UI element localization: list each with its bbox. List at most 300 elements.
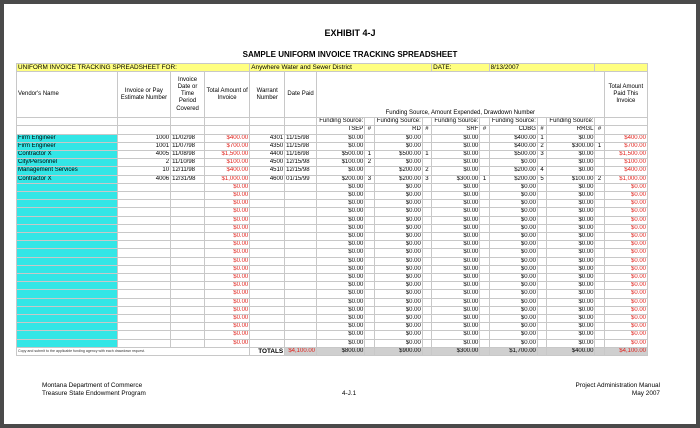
drawdown-number-cell xyxy=(480,315,489,323)
funding-amount-cell: $0.00 xyxy=(374,257,422,265)
vendor-cell: Contractor X xyxy=(17,151,118,159)
drawdown-number-cell xyxy=(422,249,431,257)
funding-amount-cell: $0.00 xyxy=(374,142,422,150)
totals-funding-cdbg: $1,700.00 xyxy=(489,347,537,355)
invoice-number-cell xyxy=(117,183,170,191)
funding-amount-cell: $100.00 xyxy=(317,159,365,167)
drawdown-number-cell: 1 xyxy=(595,142,604,150)
drawdown-number-cell xyxy=(595,192,604,200)
funding-amount-cell: $300.00 xyxy=(432,175,480,183)
blank-hash-cell xyxy=(537,118,546,126)
funding-amount-cell: $0.00 xyxy=(489,233,537,241)
invoice-amount-cell: $0.00 xyxy=(205,306,250,314)
date-covered-cell: 11/10/98 xyxy=(171,159,205,167)
date-covered-cell xyxy=(171,298,205,306)
totals-hash-cell xyxy=(537,347,546,355)
funding-source-label: Funding Source: xyxy=(317,118,365,126)
date-paid-cell xyxy=(285,306,317,314)
total-paid-cell: $1,500.00 xyxy=(604,151,647,159)
table-row xyxy=(17,216,648,224)
funding-amount-cell: $0.00 xyxy=(432,290,480,298)
total-paid-cell: $0.00 xyxy=(604,257,647,265)
warrant-number-cell xyxy=(250,315,285,323)
drawdown-number-cell xyxy=(422,331,431,339)
drawdown-number-cell xyxy=(365,249,374,257)
funding-amount-cell: $0.00 xyxy=(489,315,537,323)
table-row xyxy=(17,339,648,347)
warrant-number-cell xyxy=(250,290,285,298)
total-paid-cell: $0.00 xyxy=(604,339,647,347)
footer-department: Montana Department of Commerce xyxy=(42,382,143,389)
invoice-amount-cell: $0.00 xyxy=(205,323,250,331)
warrant-number-cell xyxy=(250,274,285,282)
drawdown-number-cell xyxy=(365,224,374,232)
drawdown-number-cell xyxy=(365,183,374,191)
blank-header-cell xyxy=(205,126,250,134)
invoice-number-cell xyxy=(117,224,170,232)
invoice-number-cell xyxy=(117,241,170,249)
drawdown-number-cell xyxy=(480,290,489,298)
total-paid-cell: $1,000.00 xyxy=(604,175,647,183)
date-paid-cell: 01/15/99 xyxy=(285,175,317,183)
funding-amount-cell: $0.00 xyxy=(489,241,537,249)
funding-amount-cell: $200.00 xyxy=(374,175,422,183)
date-paid-cell xyxy=(285,192,317,200)
drawdown-number-cell xyxy=(595,224,604,232)
date-covered-cell: 11/07/98 xyxy=(171,142,205,150)
footer-date: May 2007 xyxy=(631,390,660,397)
funding-amount-cell: $0.00 xyxy=(489,257,537,265)
drawdown-number-cell xyxy=(480,200,489,208)
funding-amount-cell: $0.00 xyxy=(489,224,537,232)
funding-amount-cell: $0.00 xyxy=(432,159,480,167)
vendor-cell xyxy=(17,274,118,282)
funding-amount-cell: $0.00 xyxy=(317,290,365,298)
blank-header-cell xyxy=(205,118,250,126)
drawdown-number-cell xyxy=(480,183,489,191)
warrant-number-cell xyxy=(250,241,285,249)
funding-source-row xyxy=(17,118,648,126)
drawdown-number-cell xyxy=(595,265,604,273)
drawdown-number-cell xyxy=(365,216,374,224)
drawdown-number-cell: 1 xyxy=(422,151,431,159)
date-covered-cell xyxy=(171,282,205,290)
drawdown-number-cell: 5 xyxy=(537,175,546,183)
total-paid-cell: $400.00 xyxy=(604,134,647,142)
total-paid-cell: $0.00 xyxy=(604,216,647,224)
date-covered-cell xyxy=(171,241,205,249)
warrant-number-cell xyxy=(250,282,285,290)
date-paid-cell xyxy=(285,233,317,241)
funding-amount-cell: $0.00 xyxy=(489,323,537,331)
funding-amount-cell: $0.00 xyxy=(317,339,365,347)
drawdown-number-cell xyxy=(595,183,604,191)
funding-amount-cell: $0.00 xyxy=(432,224,480,232)
table-row xyxy=(17,306,648,314)
date-paid-cell xyxy=(285,183,317,191)
warrant-number-cell xyxy=(250,224,285,232)
funding-amount-cell: $0.00 xyxy=(432,323,480,331)
totals-hash-cell xyxy=(422,347,431,355)
drawdown-number-cell xyxy=(422,265,431,273)
vendor-cell xyxy=(17,331,118,339)
total-paid-cell: $0.00 xyxy=(604,192,647,200)
funding-amount-cell: $0.00 xyxy=(374,216,422,224)
hash-header: # xyxy=(365,126,374,134)
total-paid-cell: $0.00 xyxy=(604,208,647,216)
drawdown-number-cell xyxy=(537,208,546,216)
table-row xyxy=(17,134,648,142)
table-row xyxy=(17,200,648,208)
date-paid-cell xyxy=(285,298,317,306)
footer-program: Treasure State Endowment Program xyxy=(42,390,146,397)
funding-amount-cell: $0.00 xyxy=(489,249,537,257)
hash-header: # xyxy=(422,126,431,134)
warrant-number-cell: 4350 xyxy=(250,142,285,150)
table-row xyxy=(17,233,648,241)
drawdown-number-cell xyxy=(365,208,374,216)
table-row xyxy=(17,241,648,249)
funding-amount-cell: $0.00 xyxy=(432,257,480,265)
totals-funding-srf: $300.00 xyxy=(432,347,480,355)
drawdown-number-cell xyxy=(365,257,374,265)
drawdown-number-cell xyxy=(422,323,431,331)
invoice-number-cell xyxy=(117,306,170,314)
funding-amount-cell: $0.00 xyxy=(432,249,480,257)
warrant-number-cell xyxy=(250,233,285,241)
invoice-number-cell xyxy=(117,331,170,339)
drawdown-number-cell xyxy=(422,282,431,290)
date-paid-cell xyxy=(285,249,317,257)
vendor-cell xyxy=(17,257,118,265)
funding-amount-cell: $0.00 xyxy=(432,265,480,273)
funding-amount-cell: $0.00 xyxy=(374,265,422,273)
drawdown-number-cell xyxy=(537,257,546,265)
funding-source-label: Funding Source: xyxy=(432,118,480,126)
vendor-cell: Contractor X xyxy=(17,175,118,183)
drawdown-number-cell xyxy=(480,142,489,150)
blank-header-cell xyxy=(117,126,170,134)
invoice-amount-cell: $0.00 xyxy=(205,233,250,241)
drawdown-number-cell xyxy=(480,233,489,241)
source-srf: SRF xyxy=(432,126,480,134)
table-row xyxy=(17,224,648,232)
drawdown-number-cell xyxy=(365,200,374,208)
invoice-amount-cell: $0.00 xyxy=(205,315,250,323)
invoice-number-cell: 4005 xyxy=(117,151,170,159)
funding-amount-cell: $200.00 xyxy=(489,175,537,183)
total-paid-cell: $0.00 xyxy=(604,183,647,191)
table-body xyxy=(17,134,648,355)
funding-amount-cell: $0.00 xyxy=(547,159,595,167)
vendor-cell xyxy=(17,233,118,241)
drawdown-number-cell xyxy=(422,224,431,232)
funding-amount-cell: $0.00 xyxy=(489,282,537,290)
drawdown-number-cell xyxy=(537,331,546,339)
date-covered-cell xyxy=(171,265,205,273)
funding-amount-cell: $0.00 xyxy=(489,290,537,298)
header-bar xyxy=(17,64,648,72)
table-row xyxy=(17,159,648,167)
funding-amount-cell: $0.00 xyxy=(547,282,595,290)
date-covered-cell xyxy=(171,192,205,200)
drawdown-number-cell xyxy=(422,241,431,249)
table-row xyxy=(17,331,648,339)
blank-header-cell xyxy=(285,126,317,134)
funding-amount-cell: $0.00 xyxy=(374,159,422,167)
drawdown-number-cell xyxy=(537,159,546,167)
funding-amount-cell: $0.00 xyxy=(317,306,365,314)
vendor-cell xyxy=(17,241,118,249)
table-row xyxy=(17,183,648,191)
hash-header: # xyxy=(537,126,546,134)
funding-amount-cell: $0.00 xyxy=(547,134,595,142)
date-paid-cell xyxy=(285,257,317,265)
invoice-number-cell xyxy=(117,200,170,208)
funding-amount-cell: $0.00 xyxy=(547,216,595,224)
funding-amount-cell: $0.00 xyxy=(317,323,365,331)
blank-header-cell xyxy=(171,118,205,126)
total-paid-cell: $0.00 xyxy=(604,274,647,282)
invoice-amount-cell: $0.00 xyxy=(205,282,250,290)
vendor-cell: City/Personnel xyxy=(17,159,118,167)
vendor-cell xyxy=(17,200,118,208)
funding-amount-cell: $0.00 xyxy=(432,233,480,241)
funding-amount-cell: $0.00 xyxy=(432,282,480,290)
blank-header-cell xyxy=(171,126,205,134)
source-rd: RD xyxy=(374,126,422,134)
total-paid-cell: $0.00 xyxy=(604,306,647,314)
funding-amount-cell: $0.00 xyxy=(374,306,422,314)
drawdown-number-cell xyxy=(480,241,489,249)
drawdown-number-cell xyxy=(595,257,604,265)
drawdown-number-cell xyxy=(365,290,374,298)
invoice-amount-cell: $0.00 xyxy=(205,298,250,306)
date-covered-cell xyxy=(171,323,205,331)
funding-amount-cell: $0.00 xyxy=(374,249,422,257)
drawdown-number-cell xyxy=(365,167,374,175)
funding-amount-cell: $0.00 xyxy=(432,151,480,159)
total-paid-cell: $400.00 xyxy=(604,167,647,175)
funding-amount-cell: $0.00 xyxy=(547,167,595,175)
drawdown-number-cell xyxy=(595,331,604,339)
funding-amount-cell: $0.00 xyxy=(432,216,480,224)
totals-paid: $4,100.00 xyxy=(604,347,647,355)
footer-left xyxy=(42,382,146,398)
drawdown-number-cell xyxy=(365,241,374,249)
vendor-cell: Management Services xyxy=(17,167,118,175)
footer-right xyxy=(575,382,660,398)
header-date-paid: Date Paid xyxy=(285,72,317,118)
funding-amount-cell: $0.00 xyxy=(547,265,595,273)
warrant-number-cell xyxy=(250,208,285,216)
vendor-cell xyxy=(17,216,118,224)
invoice-number-cell xyxy=(117,216,170,224)
header-vendor: Vendor's Name xyxy=(17,72,118,118)
district-name: Anywhere Water and Sewer District xyxy=(250,64,432,72)
header-date-covered: Invoice Date or Time Period Covered xyxy=(171,72,205,118)
drawdown-number-cell xyxy=(365,323,374,331)
drawdown-number-cell xyxy=(480,167,489,175)
table-row xyxy=(17,208,648,216)
drawdown-number-cell: 2 xyxy=(365,159,374,167)
funding-amount-cell: $0.00 xyxy=(374,233,422,241)
funding-amount-cell: $0.00 xyxy=(432,339,480,347)
header-funding: Funding Source, Amount Expended, Drawdown Number xyxy=(317,72,605,118)
blank-hash-cell xyxy=(595,118,604,126)
invoice-amount-cell: $0.00 xyxy=(205,249,250,257)
funding-amount-cell: $0.00 xyxy=(317,134,365,142)
funding-amount-cell: $0.00 xyxy=(432,167,480,175)
drawdown-number-cell xyxy=(480,151,489,159)
drawdown-number-cell xyxy=(537,265,546,273)
table-row xyxy=(17,298,648,306)
invoice-amount-cell: $0.00 xyxy=(205,208,250,216)
totals-amount: $4,100.00 xyxy=(285,347,317,355)
invoice-amount-cell: $700.00 xyxy=(205,142,250,150)
invoice-number-cell xyxy=(117,249,170,257)
funding-amount-cell: $0.00 xyxy=(547,306,595,314)
exhibit-label: EXHIBIT 4-J xyxy=(324,28,376,38)
drawdown-number-cell xyxy=(480,224,489,232)
warrant-number-cell xyxy=(250,183,285,191)
funding-amount-cell: $0.00 xyxy=(547,208,595,216)
invoice-number-cell xyxy=(117,233,170,241)
invoice-amount-cell: $0.00 xyxy=(205,290,250,298)
drawdown-number-cell xyxy=(365,274,374,282)
drawdown-number-cell xyxy=(422,200,431,208)
date-covered-cell xyxy=(171,216,205,224)
drawdown-number-cell: 2 xyxy=(422,167,431,175)
header-warrant-number: Warrant Number xyxy=(250,72,285,118)
vendor-cell xyxy=(17,306,118,314)
funding-amount-cell: $0.00 xyxy=(317,282,365,290)
table-row xyxy=(17,192,648,200)
funding-amount-cell: $0.00 xyxy=(317,249,365,257)
table-row xyxy=(17,167,648,175)
funding-amount-cell: $0.00 xyxy=(432,183,480,191)
funding-amount-cell: $0.00 xyxy=(547,315,595,323)
vendor-cell xyxy=(17,282,118,290)
totals-row xyxy=(17,347,648,355)
funding-amount-cell: $0.00 xyxy=(432,331,480,339)
invoice-number-cell: 1000 xyxy=(117,134,170,142)
funding-amount-cell: $200.00 xyxy=(317,175,365,183)
drawdown-number-cell xyxy=(422,274,431,282)
column-header-row xyxy=(17,72,648,118)
blank-header-cell xyxy=(17,118,118,126)
funding-amount-cell: $0.00 xyxy=(317,192,365,200)
drawdown-number-cell xyxy=(537,339,546,347)
total-paid-cell: $700.00 xyxy=(604,142,647,150)
totals-funding-tsep: $800.00 xyxy=(317,347,365,355)
date-paid-cell xyxy=(285,315,317,323)
total-paid-cell: $0.00 xyxy=(604,298,647,306)
blank-header-cell xyxy=(117,118,170,126)
drawdown-number-cell xyxy=(595,306,604,314)
invoice-amount-cell: $0.00 xyxy=(205,224,250,232)
drawdown-number-cell xyxy=(595,298,604,306)
funding-amount-cell: $0.00 xyxy=(489,192,537,200)
date-covered-cell xyxy=(171,233,205,241)
date-paid-cell: 11/15/98 xyxy=(285,134,317,142)
blank-hash-cell xyxy=(422,118,431,126)
funding-amount-cell: $0.00 xyxy=(374,241,422,249)
total-paid-cell: $0.00 xyxy=(604,282,647,290)
date-paid-cell xyxy=(285,290,317,298)
drawdown-number-cell xyxy=(595,339,604,347)
drawdown-number-cell xyxy=(537,200,546,208)
funding-amount-cell: $0.00 xyxy=(374,323,422,331)
drawdown-number-cell xyxy=(595,167,604,175)
date-covered-cell xyxy=(171,183,205,191)
date-covered-cell xyxy=(171,257,205,265)
invoice-number-cell xyxy=(117,274,170,282)
date-covered-cell xyxy=(171,249,205,257)
drawdown-number-cell xyxy=(422,290,431,298)
date-covered-cell xyxy=(171,200,205,208)
vendor-cell xyxy=(17,208,118,216)
drawdown-number-cell xyxy=(595,274,604,282)
invoice-number-cell xyxy=(117,315,170,323)
invoice-amount-cell: $400.00 xyxy=(205,167,250,175)
totals-funding-rrgl: $400.00 xyxy=(547,347,595,355)
funding-amount-cell: $0.00 xyxy=(547,298,595,306)
blank-hash-cell xyxy=(480,118,489,126)
date-value: 8/13/2007 xyxy=(489,64,595,72)
source-rrgl: RRGL xyxy=(547,126,595,134)
funding-amount-cell: $0.00 xyxy=(317,224,365,232)
invoice-amount-cell: $0.00 xyxy=(205,257,250,265)
drawdown-number-cell xyxy=(480,134,489,142)
warrant-number-cell xyxy=(250,257,285,265)
funding-amount-cell: $0.00 xyxy=(317,315,365,323)
drawdown-number-cell xyxy=(480,265,489,273)
drawdown-number-cell xyxy=(595,159,604,167)
funding-amount-cell: $0.00 xyxy=(317,298,365,306)
drawdown-number-cell xyxy=(537,306,546,314)
drawdown-number-cell xyxy=(537,249,546,257)
drawdown-number-cell xyxy=(365,142,374,150)
funding-amount-cell: $0.00 xyxy=(432,192,480,200)
funding-amount-cell: $0.00 xyxy=(317,233,365,241)
footer-manual: Project Administration Manual xyxy=(575,382,660,389)
date-covered-cell xyxy=(171,331,205,339)
drawdown-number-cell xyxy=(422,233,431,241)
total-paid-cell: $0.00 xyxy=(604,200,647,208)
funding-amount-cell: $0.00 xyxy=(374,192,422,200)
funding-amount-cell: $0.00 xyxy=(489,339,537,347)
drawdown-number-cell xyxy=(480,216,489,224)
funding-amount-cell: $0.00 xyxy=(374,224,422,232)
table-row xyxy=(17,290,648,298)
funding-amount-cell: $0.00 xyxy=(432,208,480,216)
invoice-amount-cell: $0.00 xyxy=(205,192,250,200)
funding-amount-cell: $0.00 xyxy=(374,339,422,347)
date-paid-cell xyxy=(285,339,317,347)
funding-amount-cell: $500.00 xyxy=(317,151,365,159)
funding-amount-cell: $0.00 xyxy=(547,224,595,232)
funding-amount-cell: $100.00 xyxy=(547,175,595,183)
drawdown-number-cell xyxy=(537,323,546,331)
drawdown-number-cell xyxy=(480,274,489,282)
drawdown-number-cell xyxy=(537,192,546,200)
funding-amount-cell: $0.00 xyxy=(432,306,480,314)
invoice-number-cell: 2 xyxy=(117,159,170,167)
warrant-number-cell: 4510 xyxy=(250,167,285,175)
drawdown-number-cell xyxy=(595,290,604,298)
table-row xyxy=(17,175,648,183)
